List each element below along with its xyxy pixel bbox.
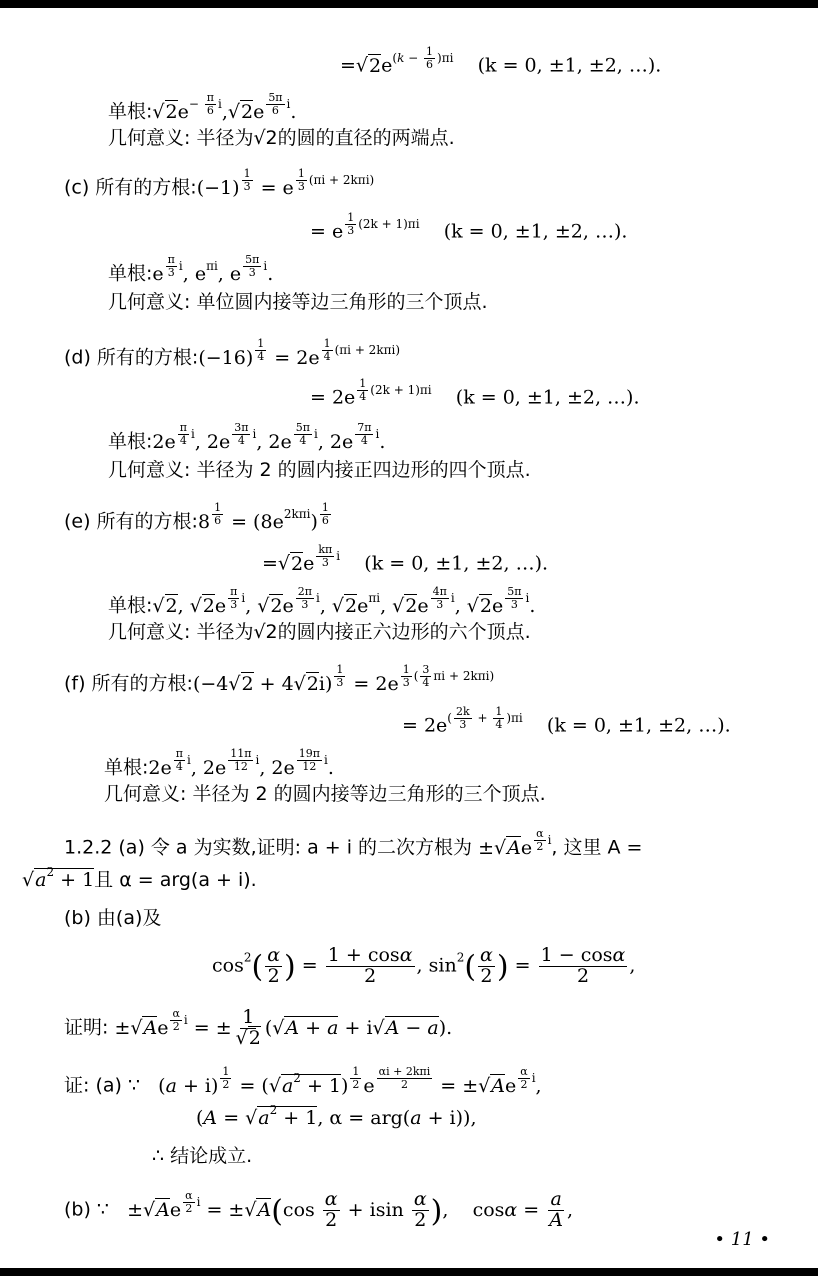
item-c-all-roots: (c) 所有的方根:(−1) $^{\frac{1}{3}}$ = e $^{\frac{1}{3} (\pi i + 2k\pi i)}$ (64, 167, 375, 199)
single-roots-e: 单根:√2, √2e $^{\frac{\pi}{3} i}$, √2e $^{\frac{2\pi}{3} i}$, $√2e^{\pi i}$, √2e $^{\frac{4\pi}{3} i}$, √2e $^{\frac{5\pi}{3} i}$. (108, 585, 536, 617)
geometric-meaning-c: 几何意义: 单位圆内接等边三角形的三个顶点. (108, 291, 488, 313)
proof-a: 证: (a) ∵ (a + i) $^{\frac{1}{2}}$ = $(√a^2 + 1)$ $^{\frac{1}{2}}$ e $^{\frac{\text{αi + 2kπi}}{2}}$ = ±√Ae $^{\frac{\alpha}{2} i}$, (64, 1065, 542, 1097)
eq-half-angle: $\cos^2$( $\frac{\alpha}{2}$ ) = $\frac{1 + \cos\alpha}{2}$ , $\sin^2$( $\frac{\alpha}{2}$ ) = $\frac{1 - \cos\alpha}{2}$ , (212, 944, 636, 987)
proof-a-cond: ($A = √a^2 + 1$, α = arg(a + i)), (196, 1103, 477, 1129)
single-roots-f: 单根:2e $^{\frac{\pi}{4} i}$, 2e $^{\frac{11\pi}{12} i}$, 2e $^{\frac{19\pi}{12} i}$. (104, 747, 334, 779)
exercise-1-2-2-b: (b) 由(a)及 (64, 907, 162, 929)
single-roots-c: 单根:e $^{\frac{\pi}{3} i}$, $e^{\pi i}$, e $^{\frac{5\pi}{3} i}$. (108, 253, 274, 285)
page-number: • 11 • (714, 1229, 770, 1250)
eq-c-continued: = e $^{\frac{1}{3} (2k + 1)\pi i}$ (k = 0, ±1, ±2, …). (310, 211, 628, 243)
single-roots-d: 单根:2e $^{\frac{\pi}{4} i}$, 2e $^{\frac{3\pi}{4} i}$, 2e $^{\frac{5\pi}{4} i}$, 2e $^{\frac{7\pi}{4} i}$. (108, 421, 386, 453)
item-e-all-roots: (e) 所有的方根:8 $^{\frac{1}{6}}$ = $(8e^{2k\pi i})$ $^{\frac{1}{6}}$ (64, 501, 329, 533)
single-roots-b: 单根$:√2e^{- \frac{\pi}{6} i},√2e$ $^{\frac{5\pi}{6} i}$. (108, 91, 297, 123)
item-d-all-roots: (d) 所有的方根:(−16) $^{\frac{1}{4}}$ = 2e $^{\frac{1}{4} (\pi i + 2k\pi i)}$ (64, 337, 400, 369)
geometric-meaning-e: 几何意义: 半径为√2的圆内接正六边形的六个顶点. (108, 621, 531, 643)
geometric-meaning-d: 几何意义: 半径为 2 的圆内接正四边形的四个顶点. (108, 459, 531, 481)
geometric-meaning-f: 几何意义: 半径为 2 的圆内接等边三角形的三个顶点. (104, 783, 546, 805)
proof-b: (b) ∵ ±√Ae $^{\frac{\alpha}{2} i}$ = ±√A(cos $\frac{\alpha}{2}$ + isin $\frac{\alpha}{2}$ ), cosα = $\frac{a}{A}$ , (64, 1188, 574, 1232)
proof-a-conclusion: ∴ 结论成立. (152, 1145, 253, 1167)
document-page (0, 8, 818, 1268)
exercise-1-2-2-a: 1.2.2 (a) 令 a 为实数,证明: a + i 的二次方根为 ±√Ae $^{\frac{\alpha}{2} i}$, 这里 A = (64, 827, 643, 859)
prove-statement: 证明: ±√Ae $^{\frac{\alpha}{2} i}$ = ± $\frac{1}{√2}$ (√A + a + i√A − a). (64, 1006, 453, 1050)
geometric-meaning-b: 几何意义: 半径为√2的圆的直径的两端点. (108, 127, 455, 149)
eq-f-continued: = $2e^{( \frac{2k}{3} + \frac{1}{4} )\pi i}$ (k = 0, ±1, ±2, …). (402, 705, 731, 737)
exercise-1-2-2-a-cont: $√a^2 + 1$且 α = arg(a + i). (22, 865, 257, 891)
eq-e-continued: =√2e $^{\frac{k\pi}{3} i}$ (k = 0, ±1, ±2, …). (262, 543, 549, 575)
eq-b-continued: $=√2e^{(k - \frac{1}{6} )\pi i}$ (k = 0, ±1, ±2, …). (340, 45, 662, 77)
item-f-all-roots: (f) 所有的方根:(−4√2 + 4√2i) $^{\frac{1}{3}}$ = 2e $^{\frac{1}{3} ( \frac{3}{4} \pi i + 2k\pi i)}$ (64, 663, 495, 695)
eq-d-continued: = 2e $^{\frac{1}{4} (2k + 1)\pi i}$ (k = 0, ±1, ±2, …). (310, 377, 640, 409)
